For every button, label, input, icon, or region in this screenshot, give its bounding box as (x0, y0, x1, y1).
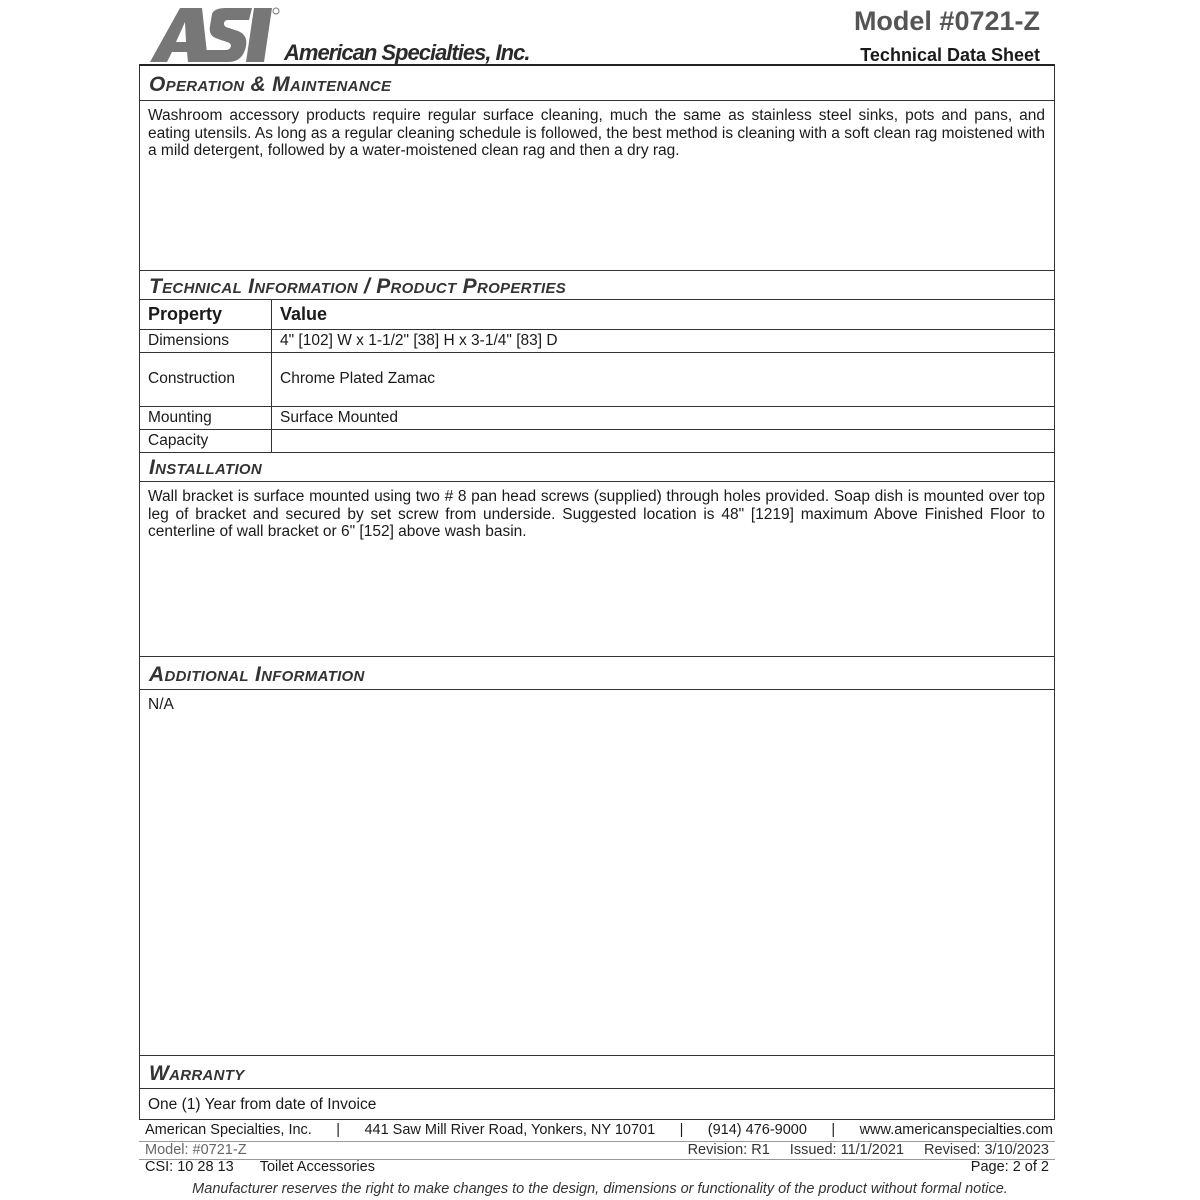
operation-maintenance-text: Washroom accessory products require regular surface cleaning, much the same as stainless steel sinks, pots and pans, and eating utensils. As long as a regular cleaning schedule is followed, the best method is cleaning with a soft clean rag moistened with a mild detergent, followed by a water-moistened clean rag and then a dry rag. (148, 107, 1045, 159)
table-row (140, 429, 1054, 452)
sheet-type: Technical Data Sheet (860, 45, 1040, 65)
footer-website[interactable]: www.americanspecialties.com (859, 1122, 1053, 1138)
footer-issued: Issued: 11/1/2021 (789, 1142, 905, 1158)
property-name: Dimensions (140, 329, 272, 352)
table-row (140, 329, 1054, 352)
footer-phone: (914) 476-9000 (707, 1122, 807, 1138)
warranty-heading: Warranty (140, 1055, 1054, 1089)
property-table (140, 300, 1054, 453)
property-value: Chrome Plated Zamac (272, 352, 1055, 406)
installation-text: Wall bracket is surface mounted using two # 8 pan head screws (supplied) through holes provided. Soap dish is mounted over top leg of bracket and secured by set screw from underside. Suggested location is 48" [1219] maximum Above Finished Floor to centerline of wall bracket or 6" [152] above wash basin. (148, 488, 1045, 540)
model-title: Model #0721-Z (853, 6, 1040, 36)
footer-disclaimer: Manufacturer reserves the right to make changes to the design, dimensions or functionality of the product without formal notice. (192, 1181, 1008, 1197)
technical-information-heading: Technical Information / Product Properties (140, 270, 1054, 300)
property-header: Property (140, 300, 272, 329)
footer-csi: CSI: 10 28 13 (145, 1159, 234, 1175)
data-sheet-frame (139, 64, 1055, 1120)
property-table-header (140, 300, 1054, 329)
footer-address: 441 Saw Mill River Road, Yonkers, NY 10701 (364, 1122, 656, 1138)
operation-maintenance-heading: Operation & Maintenance (140, 66, 1054, 101)
property-name: Construction (140, 352, 272, 406)
company-name: American Specialties, Inc. (284, 40, 530, 65)
footer-company: American Specialties, Inc. (145, 1122, 312, 1138)
asi-logo (150, 6, 530, 66)
footer-address-line: American Specialties, Inc. | 441 Saw Mill River Road, Yonkers, NY 10701 | (914) 476-9000 | www.americanspecialties.com (139, 1122, 1055, 1142)
footer-revision: Revision: R1 (687, 1142, 770, 1158)
property-value: 4" [102] W x 1-1/2" [38] H x 3-1/4" [83] D (272, 329, 1055, 352)
additional-information-text: N/A (148, 696, 174, 713)
footer-csi-line (139, 1159, 1055, 1179)
table-row (140, 406, 1054, 429)
property-name: Capacity (140, 429, 272, 452)
installation-heading: Installation (140, 452, 1054, 482)
additional-information-heading: Additional Information (140, 656, 1054, 690)
warranty-text: One (1) Year from date of Invoice (148, 1096, 377, 1113)
footer-revised: Revised: 3/10/2023 (924, 1142, 1049, 1158)
table-row (140, 352, 1054, 406)
value-header: Value (272, 300, 1055, 329)
property-value (272, 429, 1055, 452)
asi-logo-mark (150, 6, 280, 64)
property-name: Mounting (140, 406, 272, 429)
property-value: Surface Mounted (272, 406, 1055, 429)
footer-model: Model: #0721-Z (145, 1142, 247, 1158)
footer-revision-line (139, 1142, 1055, 1160)
footer-page: Page: 2 of 2 (970, 1159, 1049, 1175)
footer-category: Toilet Accessories (259, 1159, 375, 1175)
